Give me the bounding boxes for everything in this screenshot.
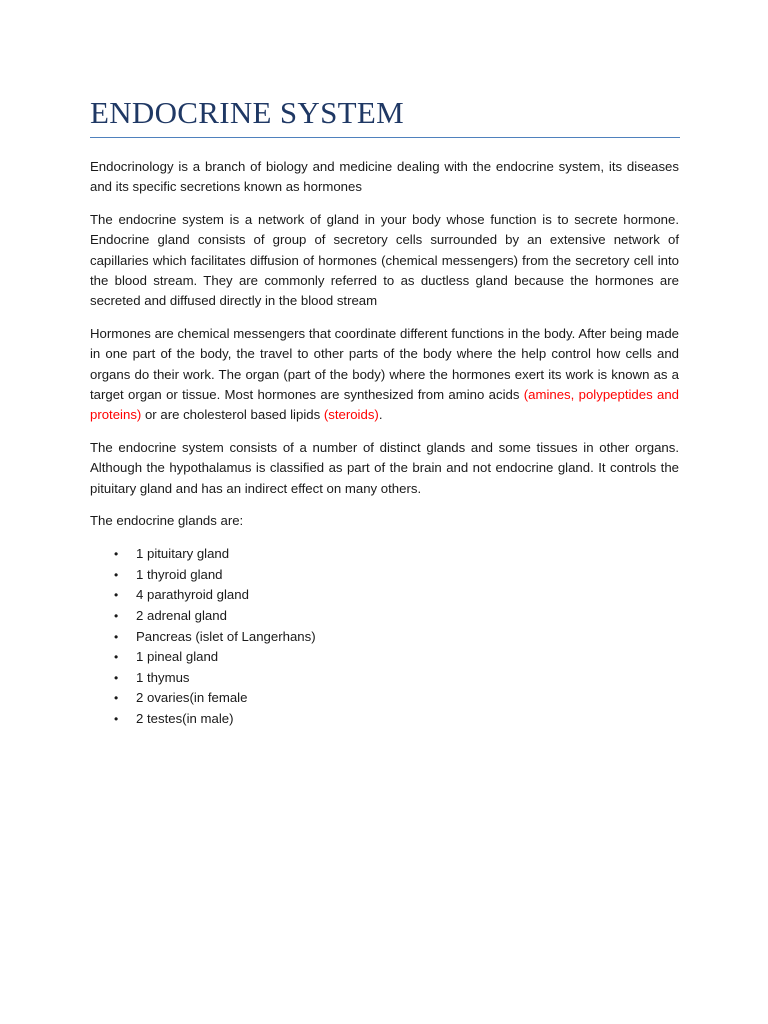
bullet-icon: • [114, 629, 119, 644]
list-item-text: 2 adrenal gland [136, 608, 227, 624]
list-item [90, 709, 679, 730]
bullet-icon: • [114, 609, 119, 624]
list-item [90, 668, 679, 689]
list-item-text: 1 pineal gland [136, 649, 219, 665]
list-item-text: 4 parathyroid gland [136, 587, 249, 603]
paragraph-glands-intro: The endocrine glands are: [90, 513, 244, 529]
document-body [90, 157, 679, 730]
highlight-amino-acid-types: (amines, polypeptides and proteins) [90, 386, 679, 423]
list-item-text: 2 testes(in male) [136, 711, 234, 726]
list-item-text: 1 pituitary gland [136, 546, 230, 562]
list-item [90, 565, 679, 586]
list-item [90, 627, 679, 648]
paragraph-hormones [90, 324, 679, 425]
bullet-icon: • [114, 670, 119, 685]
list-item [90, 585, 679, 606]
list-item [90, 606, 679, 627]
list-item-text: 1 thymus [136, 669, 190, 685]
page-title: ENDOCRINE SYSTEM [90, 95, 404, 130]
glands-list [90, 544, 679, 729]
paragraph-hormones-text-2: or are cholesterol based lipids [141, 407, 324, 423]
paragraph-hormones-text-3: . [378, 407, 383, 423]
bullet-icon: • [114, 588, 119, 603]
list-item [90, 647, 679, 668]
bullet-icon: • [114, 650, 119, 665]
paragraph-intro: Endocrinology is a branch of biology and medicine dealing with the endocrine system, its diseases and its specific secretions known as hormones [90, 159, 679, 195]
bullet-icon: • [114, 547, 119, 562]
list-item [90, 544, 679, 565]
bullet-icon: • [114, 712, 119, 726]
paragraph-hormones-text-1: Hormones are chemical messengers that coordinate different functions in the body. After being made in one part of the body, the travel to other parts of the body where the help control how cells and organs do their work. The organ (part of the body) where the hormones exert its work is known as a target organ or tissue. Most hormones are synthesized from amino acids [90, 326, 679, 402]
list-item-text: 1 thyroid gland [136, 566, 223, 582]
list-item [90, 688, 679, 709]
bullet-icon: • [114, 567, 119, 582]
paragraph-endocrine-system: The endocrine system is a network of gland in your body whose function is to secrete hormone. Endocrine gland consists of group of secretory cells surrounded by an extensive network of capillaries which facilitates diffusion of hormones (chemical messengers) from the secretory cell into the blood stream. They are commonly referred to as ductless gland because the hormones are secreted and diffused directly in the blood stream [90, 212, 679, 309]
title-divider [90, 137, 680, 138]
bullet-icon: • [114, 691, 119, 706]
paragraph-glands-overview: The endocrine system consists of a number of distinct glands and some tissues in other organs. Although the hypothalamus is classified as part of the brain and not endocrine gland. It controls the pituitary gland and has an indirect effect on many others. [90, 440, 679, 496]
list-item-text: Pancreas (islet of Langerhans) [136, 628, 316, 644]
list-item-text: 2 ovaries(in female [136, 690, 248, 706]
highlight-steroids: (steroids) [323, 407, 379, 423]
